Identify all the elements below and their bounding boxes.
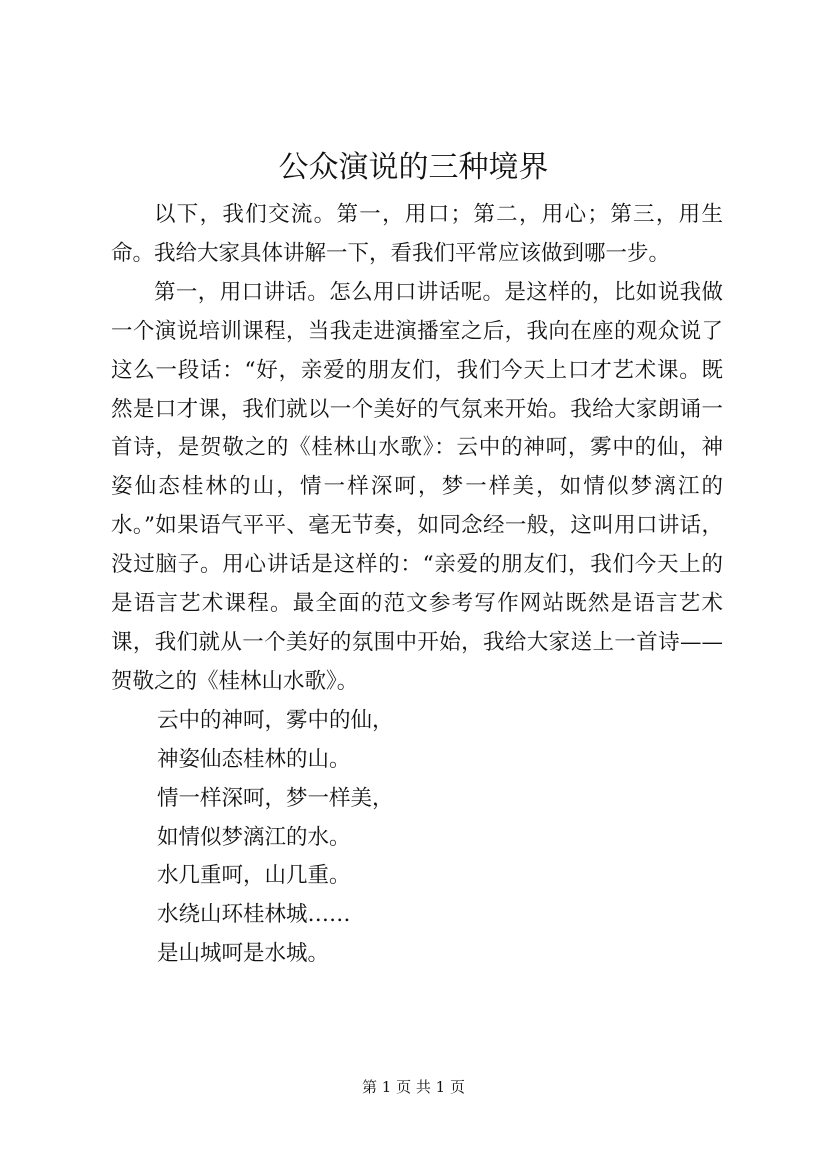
- poem-line: 水几重呵，山几重。: [157, 863, 351, 889]
- paragraph-intro: 以下，我们交流。第一，用口；第二，用心；第三，用生命。我给大家具体讲解一下，看我们平常应该做到哪一步。: [111, 202, 723, 266]
- page-footer: 第 1 页 共 1 页: [362, 1078, 465, 1096]
- poem-line: 水绕山环桂林城……: [157, 902, 351, 928]
- poem-line: 情一样深呵，梦一样美，: [157, 785, 394, 811]
- poem-line: 神姿仙态桂林的山。: [157, 746, 351, 772]
- document-title: 公众演说的三种境界: [278, 150, 549, 185]
- paragraph-speaking-with-mouth: 第一，用口讲话。怎么用口讲话呢。是这样的，比如说我做一个演说培训课程，当我走进演播室之后，我向在座的观众说了这么一段话：“好，亲爱的朋友们，我们今天上口才艺术课。既然是口才课，我们就以一个美好的气氛来开始。我给大家朗诵一首诗，是贺敬之的《桂林山水歌》：云中的神呵，雾中的仙，神姿仙态桂林的山，情一样深呵，梦一样美，如情似梦漓江的水。”如果语气平平、毫无节奏，如同念经一般，这叫用口讲话，没过脑子。用心讲话是这样的：“亲爱的朋友们，我们今天上的是语言艺术课程。最全面的范文参考写作网站既然是语言艺术课，我们就从一个美好的氛围中开始，我给大家送上一首诗——贺敬之的《桂林山水歌》。: [111, 279, 723, 694]
- poem-line: 云中的神呵，雾中的仙，: [157, 707, 394, 733]
- document-body: [111, 196, 723, 974]
- poem-line: 如情似梦漓江的水。: [157, 824, 351, 850]
- poem-line: 是山城呵是水城。: [157, 941, 330, 967]
